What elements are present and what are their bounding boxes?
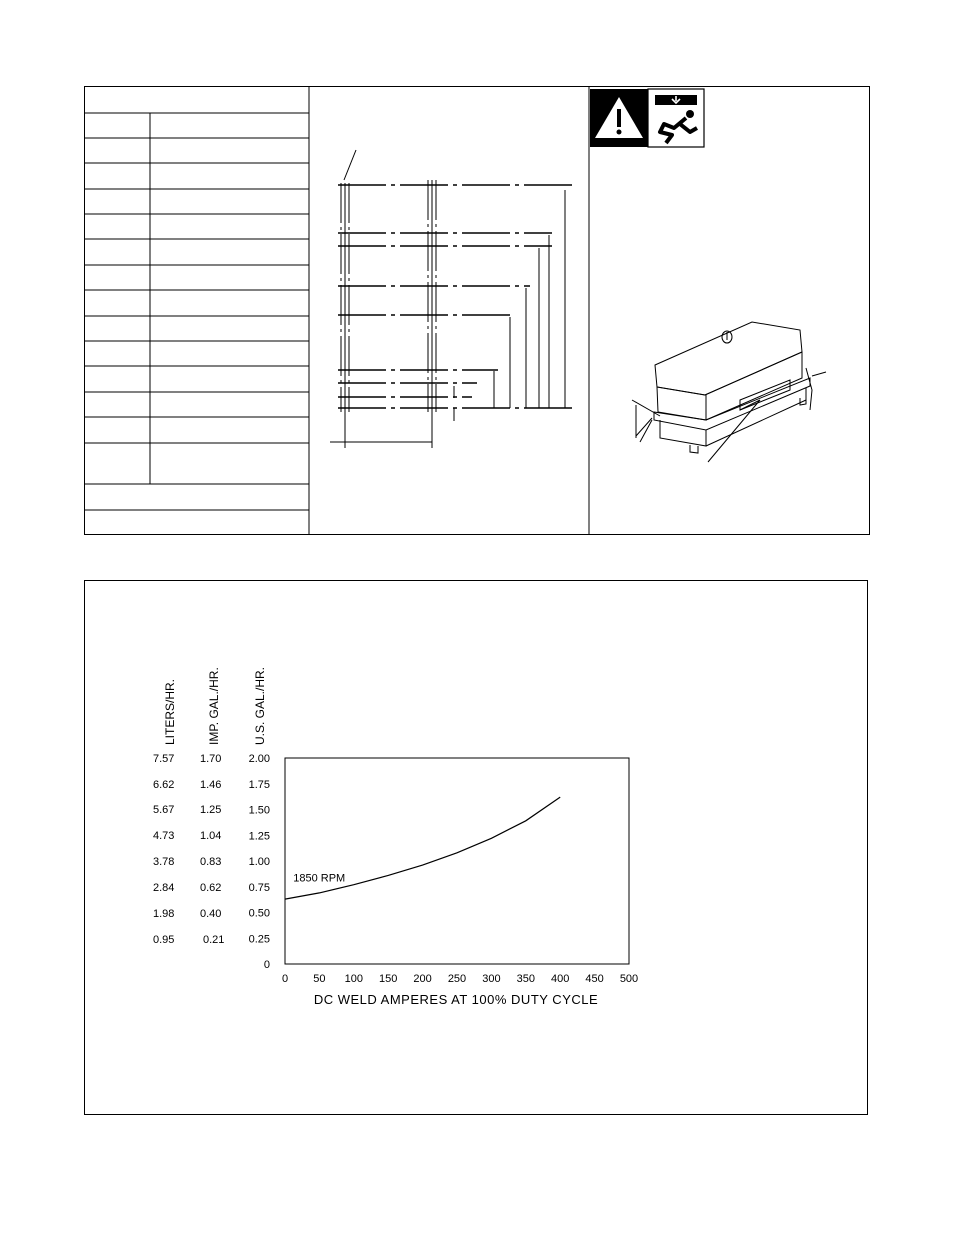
liters-tick-label: 0.95 (153, 934, 175, 946)
y-tick-label: 1.25 (248, 830, 270, 843)
liters-axis-label: LITERS/HR. (163, 678, 177, 745)
x-tick-label: 400 (551, 973, 570, 985)
liters-tick-label: 2.84 (153, 882, 175, 894)
imp-tick-label: 0.62 (200, 882, 222, 894)
y-tick-label: 0.75 (248, 881, 270, 894)
y-tick-label: 0.50 (248, 907, 270, 920)
y-tick-label: 1.50 (248, 804, 270, 817)
y-tick-label: 0.25 (248, 933, 270, 946)
liters-tick-label: 5.67 (153, 804, 175, 816)
x-tick-label: 500 (619, 973, 639, 985)
x-tick-label: 150 (379, 973, 398, 985)
imp-tick-label: 0.21 (203, 934, 225, 946)
x-tick-label: 350 (516, 973, 535, 985)
liters-tick-label: 6.62 (153, 779, 175, 791)
x-tick-label: 0 (281, 973, 289, 985)
x-tick-label: 100 (344, 973, 363, 985)
liters-tick-label: 7.57 (153, 753, 175, 765)
imp-tick-label: 1.25 (200, 804, 222, 816)
series-label: 1850 RPM (293, 872, 346, 885)
liters-tick-label: 3.78 (153, 856, 175, 868)
y-tick-label: 1.75 (248, 778, 270, 791)
y-tick-label: 1.00 (248, 856, 270, 868)
y-tick-label: 2.00 (248, 753, 270, 765)
plot-area (285, 758, 629, 964)
imp-tick-label: 1.46 (200, 779, 222, 791)
imp-gal-axis-label: IMP. GAL./HR. (207, 667, 221, 745)
x-tick-label: 300 (482, 973, 501, 985)
imp-tick-label: 0.40 (200, 908, 222, 920)
liters-tick-label: 1.98 (153, 908, 175, 920)
imp-tick-label: 0.83 (200, 856, 222, 868)
imp-tick-label: 1.70 (200, 753, 222, 765)
y-tick-label: 0 (263, 959, 270, 971)
imp-tick-label: 1.04 (200, 830, 222, 842)
x-tick-label: 200 (413, 973, 432, 985)
liters-tick-label: 4.73 (153, 830, 175, 842)
us-gal-axis-label: U.S. GAL./HR. (253, 666, 267, 745)
x-axis-title: DC WELD AMPERES AT 100% DUTY CYCLE (313, 992, 599, 1007)
x-tick-label: 450 (585, 973, 604, 985)
x-tick-label: 250 (447, 973, 467, 985)
x-tick-label: 50 (313, 973, 326, 985)
